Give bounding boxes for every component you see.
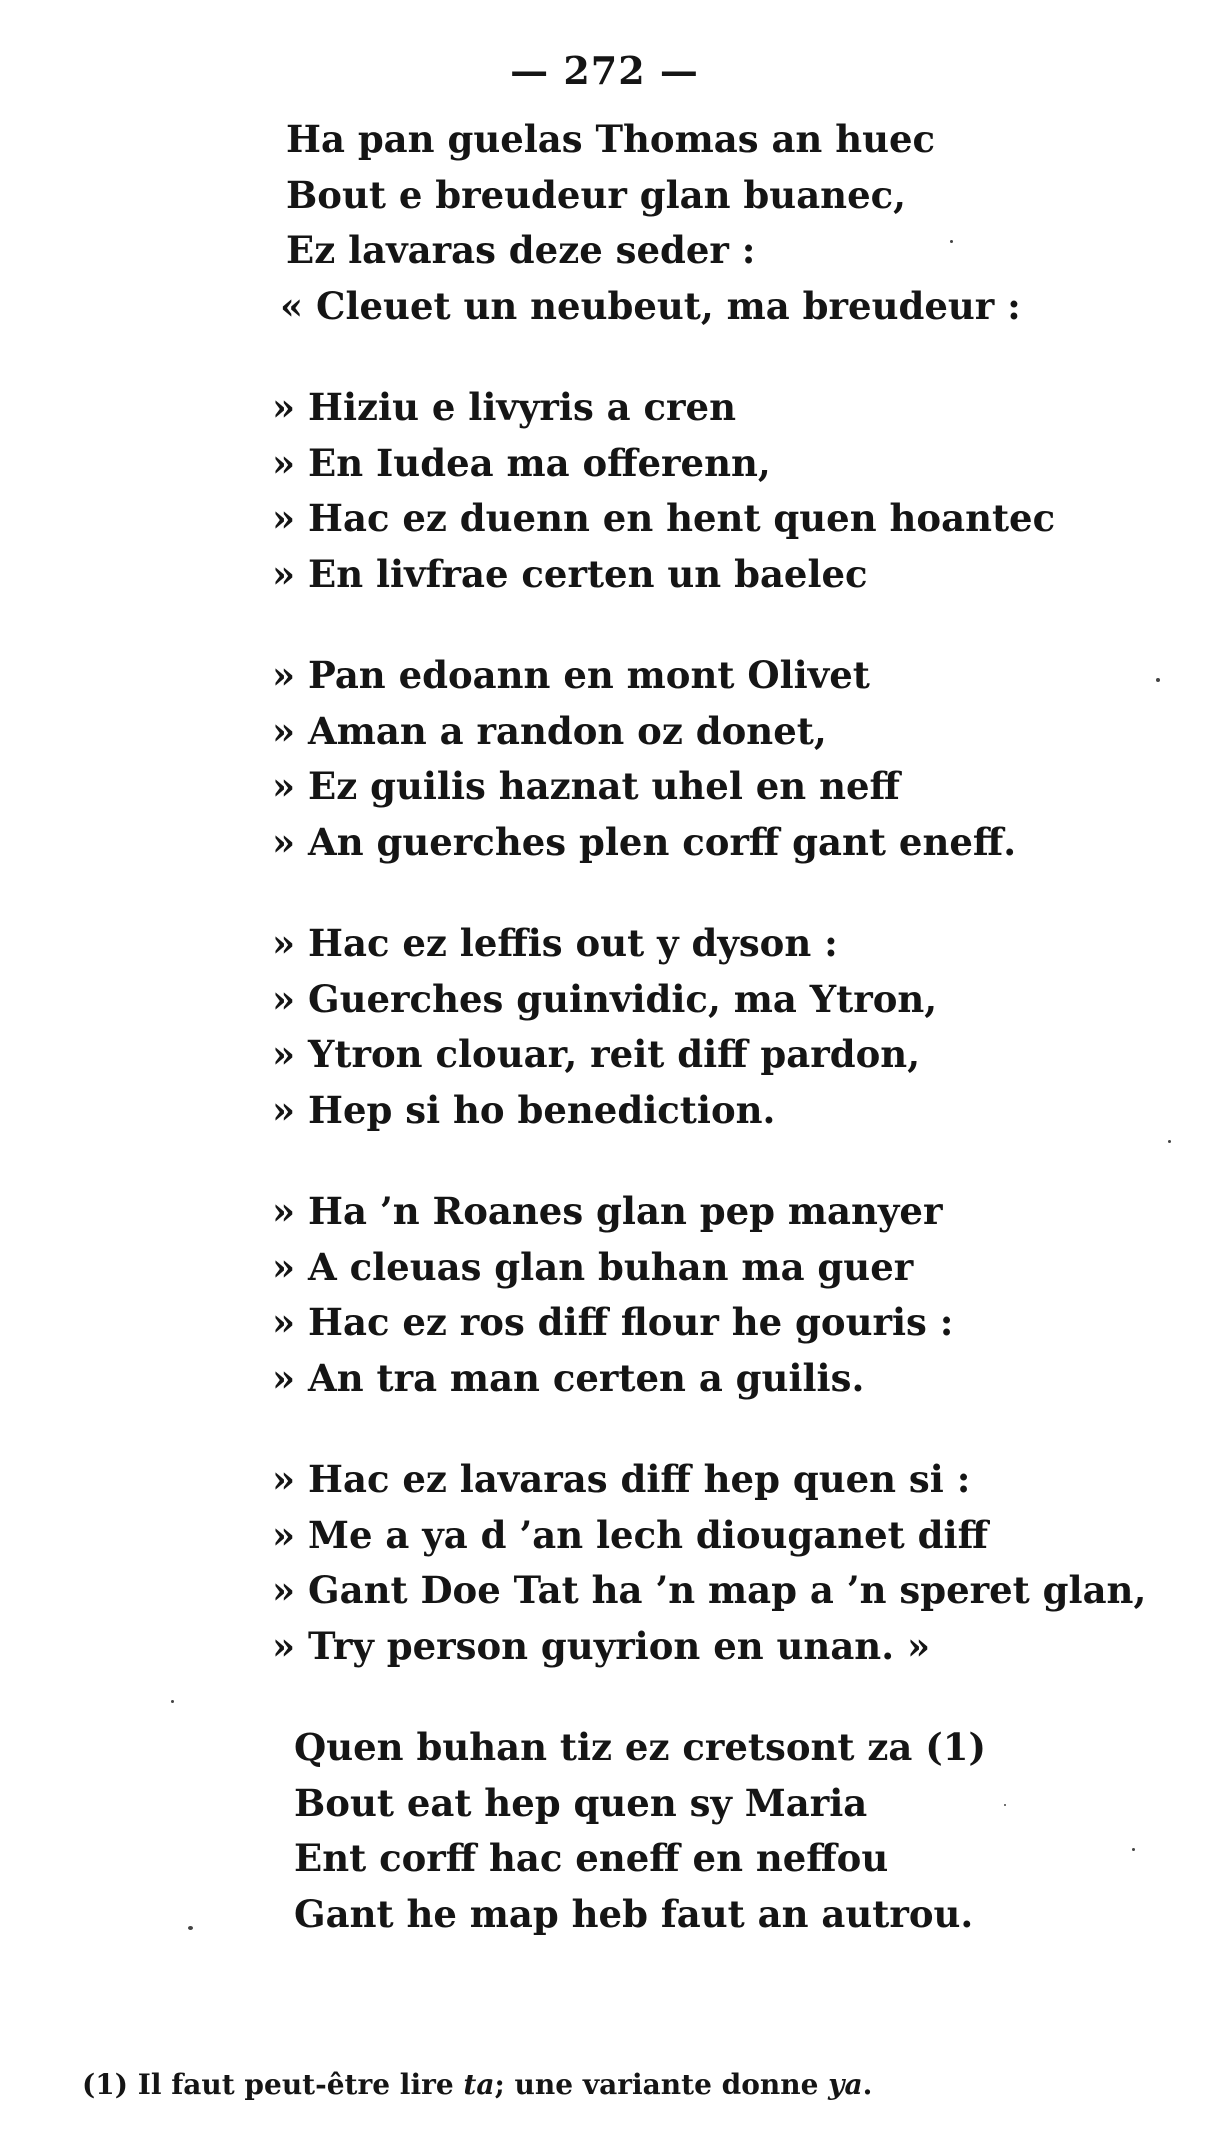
verse-line: » A cleuas glan buhan ma guer xyxy=(272,1244,914,1289)
verse-line: Gant he map heb faut an autrou. xyxy=(294,1891,974,1936)
verse-line: » Ha ’n Roanes glan pep manyer xyxy=(272,1189,943,1233)
scan-speck xyxy=(1168,1140,1171,1143)
scan-speck xyxy=(950,240,953,243)
verse-line: » Hiziu e livyris a cren xyxy=(272,385,736,429)
footnote-text: ; une variante donne xyxy=(494,2068,829,2101)
poem xyxy=(272,112,1172,1942)
scan-speck xyxy=(188,1926,193,1930)
verse-line: » En Iudea ma offerenn, xyxy=(272,440,771,485)
verse-line: Ent corff hac eneff en neffou xyxy=(294,1836,889,1880)
stanza-2 xyxy=(272,380,1172,602)
verse-line: » Hac ez ros diff flour he gouris : xyxy=(272,1300,954,1344)
verse-line: » Hac ez leffis out y dyson : xyxy=(272,921,838,965)
stanza-4 xyxy=(272,916,1172,1138)
footnote-italic-word: ya xyxy=(828,2068,863,2101)
verse-line: » Hac ez lavaras diff hep quen si : xyxy=(272,1457,971,1501)
verse-line: Ez lavaras deze seder : xyxy=(286,228,756,272)
scan-speck xyxy=(1004,1804,1006,1806)
verse-line: » Aman a randon oz donet, xyxy=(272,708,827,753)
footnote-text: (1) Il faut peut-être lire xyxy=(82,2068,464,2101)
stanza-5 xyxy=(272,1184,1172,1406)
footnote-italic-word: ta xyxy=(463,2068,495,2101)
verse-line: » Hac ez duenn en hent quen hoantec xyxy=(272,496,1056,540)
stanza-1 xyxy=(272,112,1172,334)
page-number: — 272 — xyxy=(510,48,699,93)
verse-line: » Try person guyrion en unan. » xyxy=(272,1623,931,1668)
stanza-3 xyxy=(272,648,1172,870)
verse-line: Ha pan guelas Thomas an huec xyxy=(286,117,936,161)
verse-line: » Gant Doe Tat ha ’n map a ’n speret glan, xyxy=(272,1568,1147,1612)
verse-line: » Me a ya d ’an lech diouganet diff xyxy=(272,1512,988,1557)
verse-line: « Cleuet un neubeut, ma breudeur : xyxy=(280,283,1021,328)
scan-speck xyxy=(171,1700,174,1703)
footnote xyxy=(82,2068,1182,2101)
verse-line: » An tra man certen a guilis. xyxy=(272,1355,865,1400)
verse-line: » Hep si ho benediction. xyxy=(272,1087,776,1132)
verse-line: » Pan edoann en mont Olivet xyxy=(272,653,870,697)
verse-line: Quen buhan tiz ez cretsont za (1) xyxy=(294,1725,987,1769)
scan-speck xyxy=(1132,1848,1135,1851)
verse-line: Bout eat hep quen sy Maria xyxy=(294,1780,868,1825)
verse-line: » An guerches plen corff gant eneff. xyxy=(272,819,1017,864)
verse-line: Bout e breudeur glan buanec, xyxy=(286,172,907,217)
verse-line: » Ytron clouar, reit diff pardon, xyxy=(272,1032,921,1076)
verse-line: » Guerches guinvidic, ma Ytron, xyxy=(272,976,938,1021)
verse-line: » Ez guilis haznat uhel en neff xyxy=(272,764,900,808)
stanza-7 xyxy=(272,1720,1172,1942)
verse-line: » En livfrae certen un baelec xyxy=(272,551,868,596)
stanza-6 xyxy=(272,1452,1172,1674)
footnote-text: . xyxy=(862,2068,873,2101)
scan-speck xyxy=(1156,678,1160,682)
